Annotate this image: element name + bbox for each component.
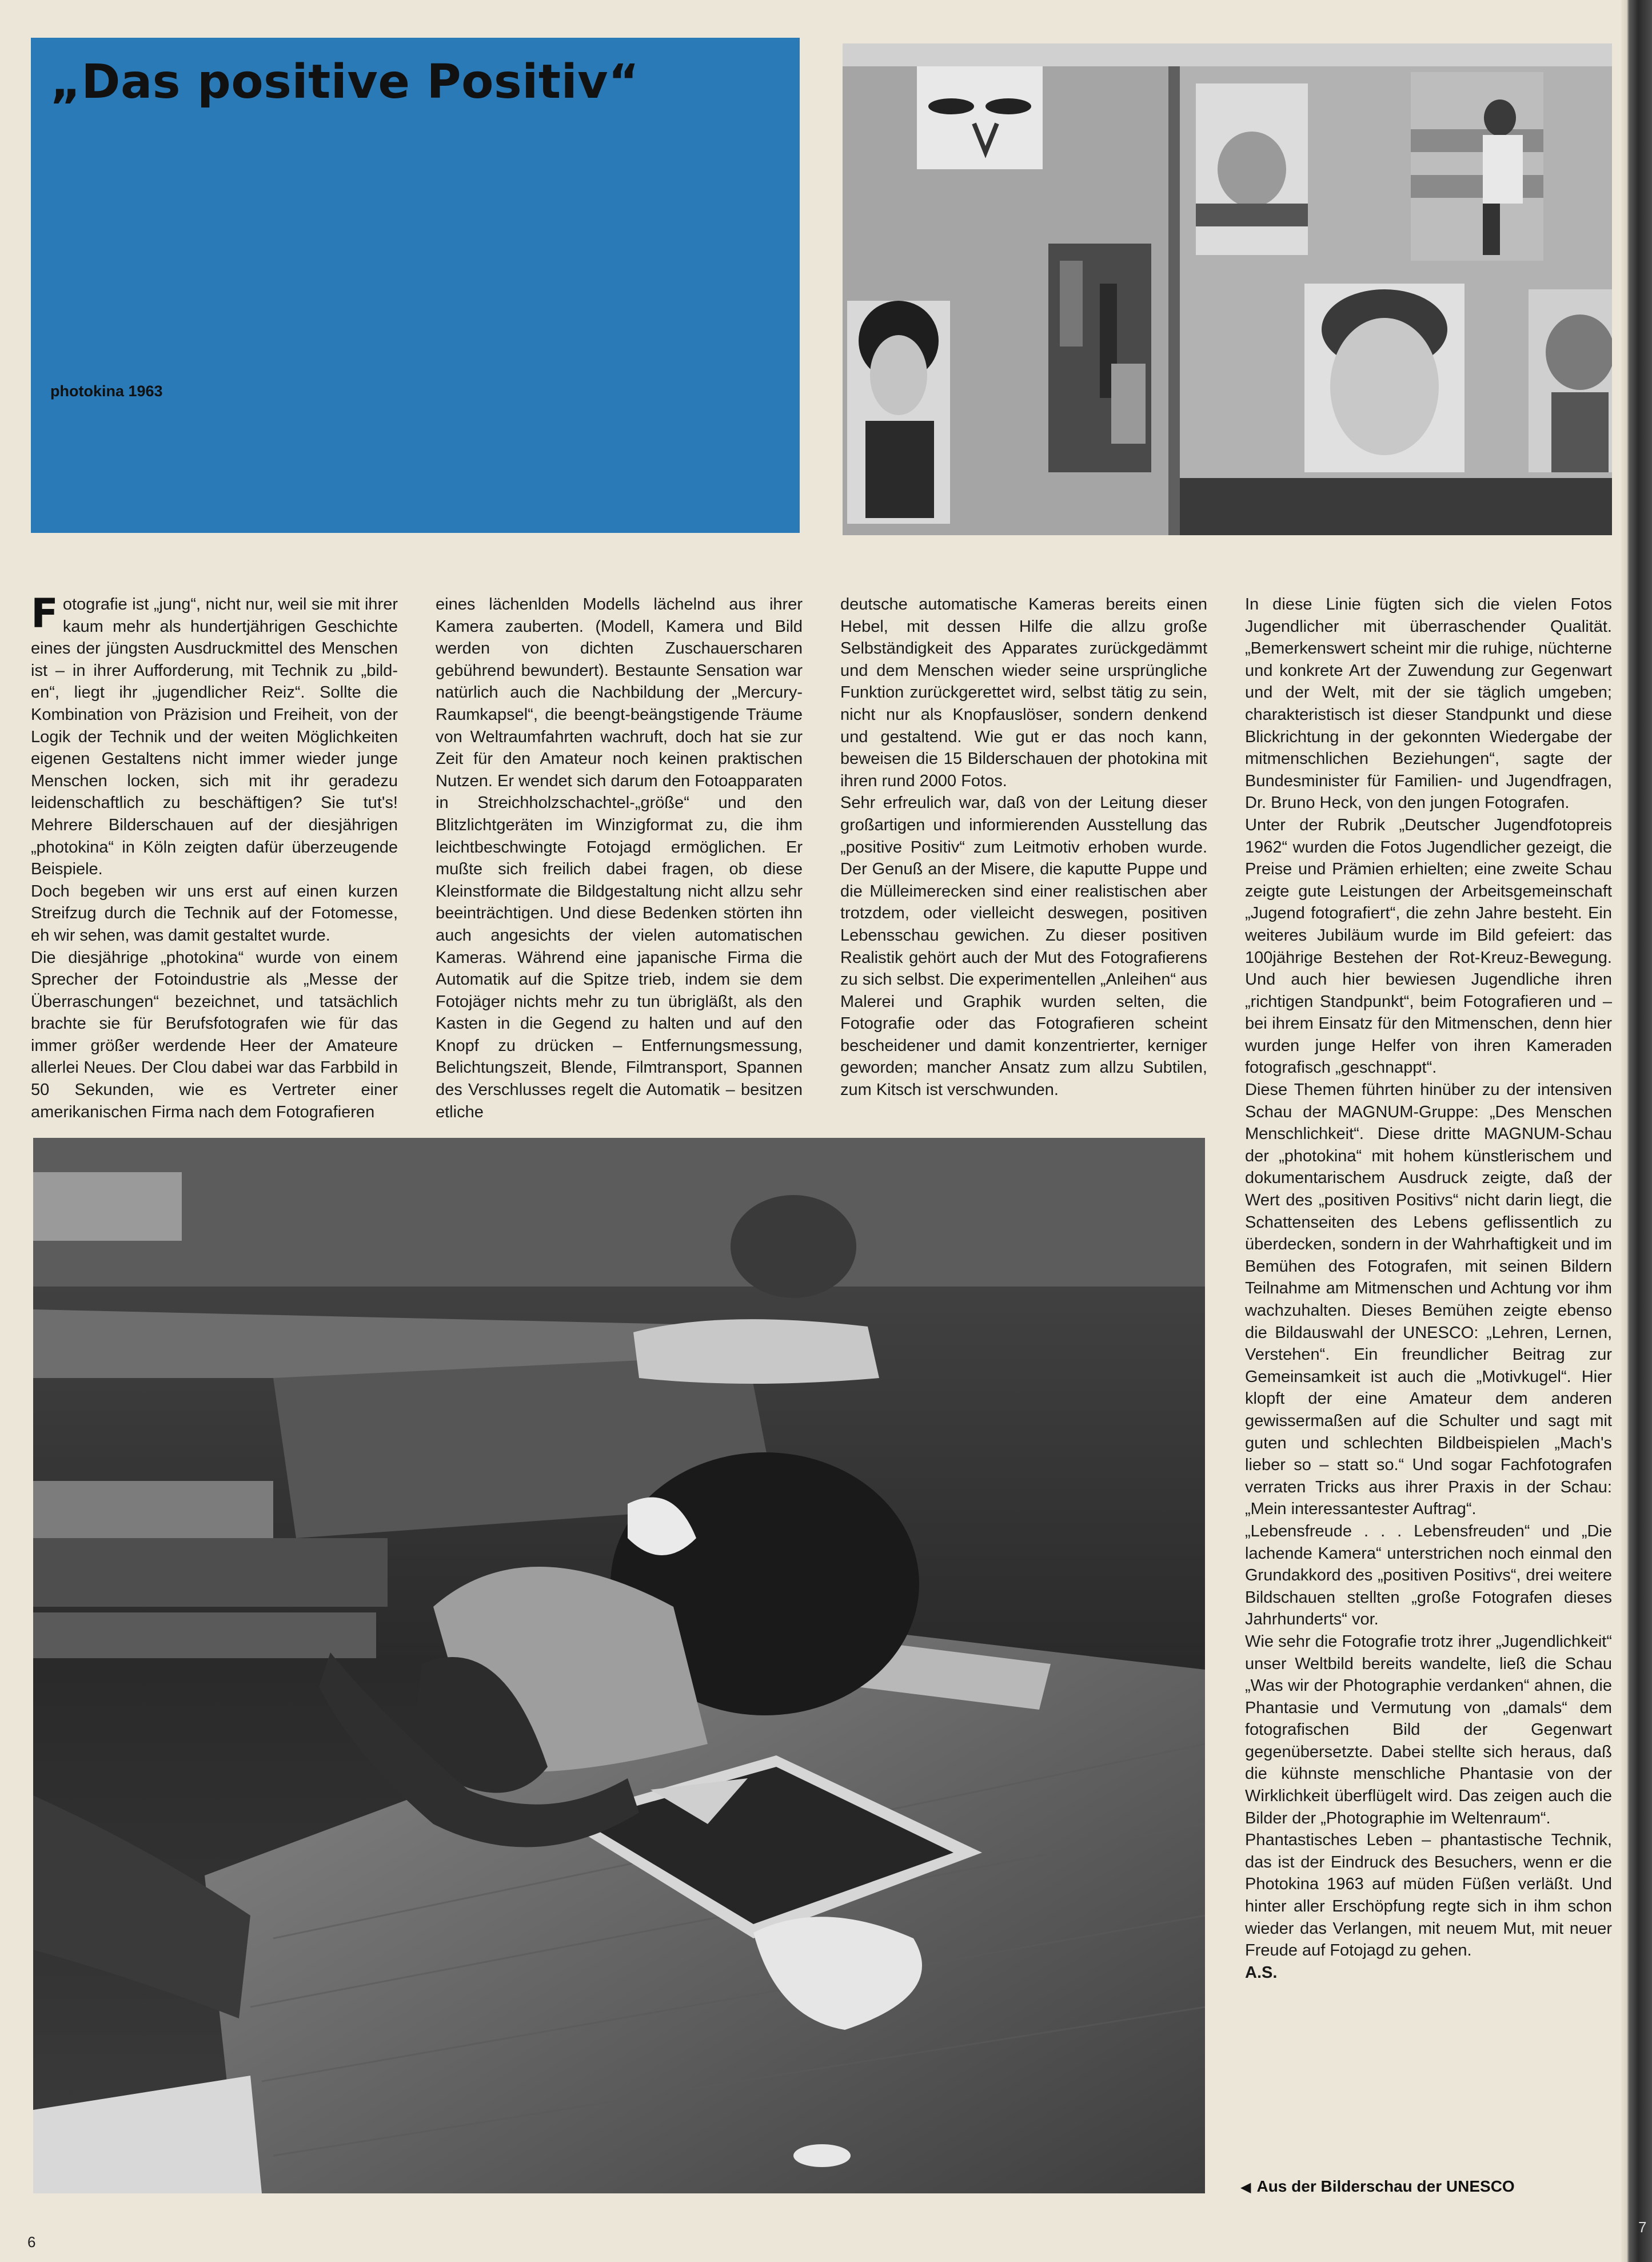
print-eyes	[917, 66, 1043, 169]
caption-arrow-icon: ◀	[1240, 2180, 1251, 2195]
paragraph: Fotografie ist „jung“, nicht nur, weil sie mit ihrer kaum mehr als hundertjährigen Geschichte eines der jüngsten Ausdruckmittel des Menschen ist – in ihrer Aufforderung, mit Technik zu „bild-en“, liegt ihr „jugendlicher Reiz“. Sollte die Kombination von Präzision und Freiheit, von der Logik der Technik und der weiten Möglichkeiten eigenen Gestaltens nicht immer wieder junge Menschen locken, sich mit ihr geradezu leidenschaftlich zu beschäftigen? Sie tut's! Mehrere Bilderschauen auf der diesjährigen „photokina“ in Köln zeigten dafür überzeugende Beispiele.	[31, 590, 398, 879]
paragraph: deutsche automatische Kameras bereits einen Hebel, mit dessen Hilfe die allzu große Selbständigkeit des Apparates zurückgedämmt und dem Menschen wieder seine ursprüngliche Funktion zurückgerettet wird, selbst tätig zu sein, nicht nur als Knopfauslöser, sondern denkend und gestaltend. Wie gut er das noch kann, beweisen die 15 Bilderschauen der photokina mit ihren rund 2000 Fotos.	[840, 595, 1207, 790]
caption-text: Aus der Bilderschau der UNESCO	[1256, 2177, 1515, 2195]
title-block	[31, 38, 800, 533]
facing-page-edge	[1621, 0, 1652, 2262]
drop-cap: F	[31, 590, 58, 637]
text-column-4	[1245, 594, 1612, 1984]
print-boy-peeking	[1196, 83, 1308, 255]
paragraph: Wie sehr die Fotografie trotz ihrer „Jugendlichkeit“ unser Weltbild bereits wandelte, ließ die Schau „Was wir der Photographie verdanken“ ahnen, die Phantasie und Vermutung von „damals“ dem fotografischen Bild der Gegenwart gegenübersetzte. Dabei stellte sich heraus, daß die kühnste menschliche Phantasie von der Wirklichkeit überflügelt wird. Das zeigen auch die Bilder der „Photographie im Weltenraum“.	[1245, 1632, 1612, 1827]
headline: „Das positive Positiv“	[50, 55, 640, 109]
paragraph: eines lächenlden Modells lächelnd aus ihrer Kamera zauberten. (Modell, Kamera und Bild werden von dichten Zuschauerscharen gebührend bewundert). Bestaunte Sensation war natürlich auch die Nachbildung der „Mercury-Raumkapsel“, die beengt-beängstigende Träume von Weltraumfahrten wachruft, doch hat sie zur Zeit für den Amateur noch keinen praktischen Nutzen. Er wendet sich darum den Fotoapparaten in Streichholzschachtel-„größe“ und den Blitzlichtgeräten im Winzigformat zu, die ihm leichtbeschwingte Fotojagd ermöglichen. Er mußte sich freilich dabei fragen, ob diese Kleinstformate die Bildgestaltung nicht allzu sehr beeinträchtigen. Und diese Bedenken störten ihn auch angesichts der vielen automatischen Kameras. Während eine japanische Firma die Automatik auf die Spitze trieb, indem sie dem Fotojäger nichts mehr zu tun übrigläßt, als den Kasten in die Gegend zu halten und auf den Knopf zu drücken – Entfernungsmessung, Belichtungszeit, Blende, Filmtransport, Spannen des Verschlusses regelt die Automatik – besitzen etliche	[436, 595, 803, 1121]
paragraph: Unter der Rubrik „Deutscher Jugendfotopreis 1962“ wurden die Fotos Jugendlicher gezeigt, die Preise und Prämien erhielten; eine zweite Schau zeigte gute Leistungen der Arbeitsgemeinschaft „Jugend fotografiert“, die zehn Jahre besteht. Ein weiteres Jubiläum wurde im Bild gefeiert: das 100jährige Bestehen der Rot-Kreuz-Bewegung. Und auch hier bewiesen Jugendliche ihren „richtigen Standpunkt“, beim Fotografieren und – bei ihrem Einsatz für den Mitmenschen, denn hier wurden junge Helfer von ihren Kameraden fotografisch „geschnappt“.	[1245, 815, 1612, 1077]
print-children-steps	[1411, 72, 1543, 261]
paragraph: Sehr erfreulich war, daß von der Leitung dieser großartigen und informierenden Ausstellung das „positive Positiv“ zum Leitmotiv erhoben wurde. Der Genuß an der Misere, die kaputte Puppe und die Mülleimerecken sind einer realistischen aber trotzdem, oder vielleicht deswegen, positiven Lebensschau gewichen. Zu dieser positiven Realistik gehört auch der Mut des Fotografierens zu sich selbst. Die experimentellen „Anleihen“ aus Malerei und Graphik wurden selten, die Fotografie oder das Fotografieren scheint bescheidener und damit konzentrierter, kerniger geworden; mancher Ansatz zum allzu Subtilen, zum Kitsch ist verschwunden.	[840, 794, 1207, 1100]
paragraph: Diese Themen führten hinüber zu der intensiven Schau der MAGNUM-Gruppe: „Des Menschen Menschlichkeit“. Diese dritte MAGNUM-Schau der „photokina“ mit hohem künstlerischem und dokumentarischem Ausdruck zeigte, daß der Wert des „positiven Positivs“ nicht darin liegt, die Schattenseiten des Lebens geflissentlich zu überdecken, sondern in der Wahrhaftigkeit und im Bemühen des Fotografen, mit seinen Bildern Teilnahme am Mitmenschen und Achtung vor ihm wachzuhalten. Dieses Bemühen zeigte ebenso die Bildauswahl der UNESCO: „Lehren, Lernen, Verstehen“. Ein freundlicher Beitrag zur Gemeinsamkeit ist auch die „Motivkugel“. Hier klopft der eine Amateur dem anderen gewissermaßen auf die Schulter und sagt mit guten und schlechten Bildbeispielen „Mach's lieber so – statt so.“ Und sogar Fachfotografen verraten Tricks aus ihrer Praxis in der Schau: „Mein interessantester Auftrag“.	[1245, 1081, 1612, 1519]
text-column-1	[31, 590, 398, 1123]
photo-caption	[1240, 2177, 1515, 2196]
text-column-2	[436, 594, 803, 1123]
page-number-left: 6	[27, 2233, 36, 2251]
print-girl-partial	[1529, 289, 1612, 472]
paragraph: „Lebensfreude . . . Lebensfreuden“ und „Die lachende Kamera“ unterstrichen noch einmal den Grundakkord des „positiven Positivs“, drei weitere Bildschauen stellten „große Fotografen dieses Jahrhunderts“ vor.	[1245, 1522, 1612, 1629]
print-street-scene	[1048, 244, 1151, 472]
text-column-3	[840, 594, 1207, 1101]
unesco-classroom-photo	[33, 1138, 1205, 2193]
paragraph: Phantastisches Leben – phantastische Technik, das ist der Eindruck des Besuchers, wenn er die Photokina 1963 auf müden Füßen verläßt. Und hinter aller Erschöpfung regte sich in ihm schon wieder das Verlangen, mit neuem Mut, mit neuer Freude auf Fotojagd zu gehen.	[1245, 1831, 1612, 1960]
exhibition-photo	[843, 43, 1612, 535]
print-portrait-woman	[847, 301, 950, 524]
print-boy-portrait	[1304, 284, 1465, 472]
paragraph: In diese Linie fügten sich die vielen Fotos Jugendlicher mit überraschender Qualität. „Bemerkenswert scheint mir die ruhige, nüchterne und konkrete Art der Zuwendung zur Gegenwart und der Welt, mit der sie täglich umgeben; charakteristisch ist dieser Standpunkt und diese Blickrichtung in der gekonnten Wiedergabe der mitmenschlichen Beziehungen“, sagte der Bundesminister für Familien- und Jugendfragen, Dr. Bruno Heck, von den jungen Fotografen.	[1245, 595, 1612, 813]
page-number-right: 7	[1638, 2219, 1647, 2236]
kicker: photokina 1963	[50, 383, 163, 400]
paragraph: Die diesjährige „photokina“ wurde von einem Sprecher der Fotoindustrie als „Messe der Überraschungen“ bezeichnet, und tatsächlich brachte sie für Berufsfotografen wie für das immer größer werdende Heer der Amateure allerlei Neues. Der Clou dabei war das Farbbild in 50 Sekunden, wie es Vertreter einer amerikanischen Firma nach dem Fotografieren	[31, 948, 398, 1121]
paragraph: Doch begeben wir uns erst auf einen kurzen Streifzug durch die Technik auf der Fotomesse, eh wir sehen, was damit gestaltet wurde.	[31, 882, 398, 945]
author-signature: A.S.	[1245, 1963, 1278, 1982]
